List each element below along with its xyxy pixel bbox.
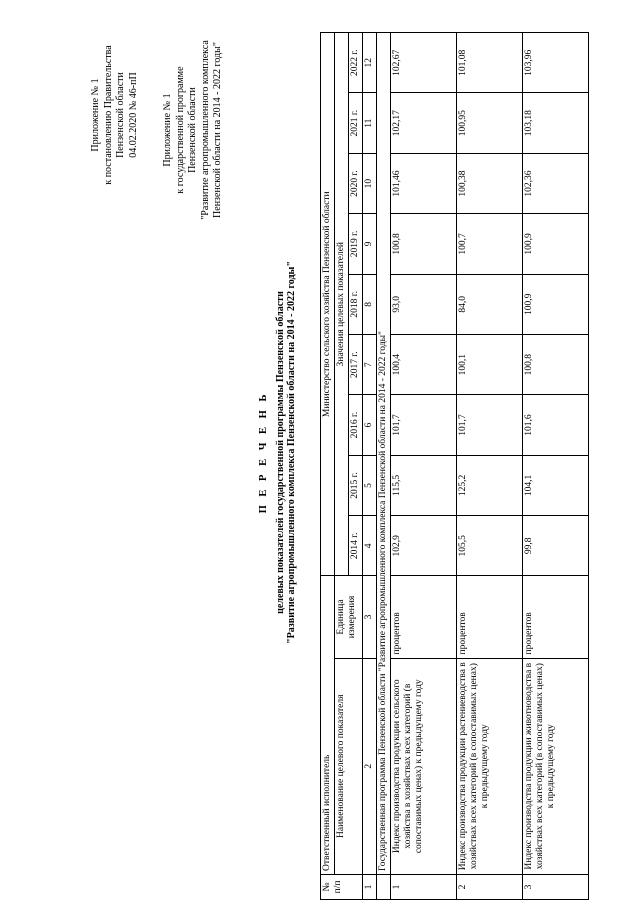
unit-cell: процентов bbox=[523, 576, 589, 658]
column-number: 6 bbox=[363, 395, 377, 455]
row-num: 2 bbox=[457, 874, 523, 899]
column-number: 9 bbox=[363, 214, 377, 274]
program-name: Государственная программа Пензенской области "Развитие агропромышленного комплекса Пензенской области на 2014 - 2022 годы" bbox=[377, 33, 391, 875]
header-indicator-name: Наименование целевого показателя bbox=[335, 658, 363, 874]
appendix-decree-line4: 04.02.2020 № 46-пП bbox=[127, 72, 139, 158]
value-cell: 100,38 bbox=[457, 153, 523, 213]
appendix-decree-line1: Приложение № 1 bbox=[90, 78, 101, 152]
value-cell: 100,9 bbox=[523, 274, 589, 334]
appendix-decree-line2: к постановлению Правительства bbox=[102, 45, 114, 185]
table-row bbox=[391, 33, 457, 900]
header-year: 2018 г. bbox=[349, 274, 363, 334]
value-cell: 103,96 bbox=[523, 33, 589, 94]
header-responsible-value: Министерство сельского хозяйства Пензенской области bbox=[321, 33, 335, 577]
row-num: 3 bbox=[523, 874, 589, 899]
appendix-program-line3: Пензенской области bbox=[187, 87, 198, 173]
value-cell: 100,9 bbox=[523, 214, 589, 274]
value-cell: 100,4 bbox=[391, 335, 457, 395]
indicator-name: Индекс производства продукции животноводства в хозяйствах всех категорий (в сопоставимых ценах) к предыдущему году bbox=[523, 658, 589, 874]
column-number-row bbox=[363, 33, 377, 900]
header-year: 2020 г. bbox=[349, 153, 363, 213]
unit-cell: процентов bbox=[457, 576, 523, 658]
header-year: 2021 г. bbox=[349, 93, 363, 153]
value-cell: 100,1 bbox=[457, 335, 523, 395]
value-cell: 101,6 bbox=[523, 395, 589, 455]
value-cell: 100,7 bbox=[457, 214, 523, 274]
header-year: 2016 г. bbox=[349, 395, 363, 455]
value-cell: 115,5 bbox=[391, 455, 457, 515]
header-values-label: Значения целевых показателей bbox=[335, 33, 349, 577]
value-cell: 101,7 bbox=[457, 395, 523, 455]
appendix-program-line1: Приложение № 1 bbox=[162, 93, 173, 167]
column-number: 12 bbox=[363, 33, 377, 94]
value-cell: 100,95 bbox=[457, 93, 523, 153]
header-row-names bbox=[335, 33, 349, 900]
value-cell: 100,8 bbox=[391, 214, 457, 274]
header-num: № п/п bbox=[321, 874, 363, 899]
header-year: 2017 г. bbox=[349, 335, 363, 395]
value-cell: 84,0 bbox=[457, 274, 523, 334]
value-cell: 102,17 bbox=[391, 93, 457, 153]
value-cell: 100,8 bbox=[523, 335, 589, 395]
program-row bbox=[377, 33, 391, 900]
row-num: 1 bbox=[391, 874, 457, 899]
table-row bbox=[457, 33, 523, 900]
column-number: 5 bbox=[363, 455, 377, 515]
heading-subtitle1: целевых показателей государственной программы Пензенской области bbox=[275, 291, 286, 614]
value-cell: 93,0 bbox=[391, 274, 457, 334]
appendix-program-line5: Пензенской области на 2014 - 2022 годы" bbox=[212, 42, 223, 218]
column-number: 4 bbox=[363, 516, 377, 576]
header-responsible-label: Ответственный исполнитель bbox=[321, 576, 335, 874]
column-number: 1 bbox=[363, 874, 377, 899]
program-row-empty bbox=[377, 874, 391, 899]
heading-title: П Е Р Е Ч Е Н Ь bbox=[258, 391, 269, 514]
value-cell: 99,8 bbox=[523, 516, 589, 576]
value-cell: 125,2 bbox=[457, 455, 523, 515]
appendix-program-block bbox=[162, 5, 225, 255]
table-row bbox=[523, 33, 589, 900]
header-unit: Единица измерения bbox=[335, 576, 363, 658]
value-cell: 105,5 bbox=[457, 516, 523, 576]
unit-cell: процентов bbox=[391, 576, 457, 658]
column-number: 7 bbox=[363, 335, 377, 395]
appendix-program-line4: "Развитие агропромышленного комплекса bbox=[199, 40, 211, 220]
appendix-program-line2: к государственной программе bbox=[174, 66, 186, 194]
header-row-responsible bbox=[321, 33, 335, 900]
header-year: 2022 г. bbox=[349, 33, 363, 94]
value-cell: 104,1 bbox=[523, 455, 589, 515]
value-cell: 103,18 bbox=[523, 93, 589, 153]
appendix-decree-line3: Пензенской области bbox=[115, 72, 126, 158]
column-number: 8 bbox=[363, 274, 377, 334]
header-year: 2015 г. bbox=[349, 455, 363, 515]
value-cell: 101,46 bbox=[391, 153, 457, 213]
column-number: 3 bbox=[363, 576, 377, 658]
value-cell: 102,67 bbox=[391, 33, 457, 94]
indicators-table bbox=[320, 32, 589, 900]
appendix-decree-block bbox=[90, 15, 140, 215]
value-cell: 102,9 bbox=[391, 516, 457, 576]
column-number: 10 bbox=[363, 153, 377, 213]
indicator-name: Индекс производства продукции растениеводства в хозяйствах всех категорий (в сопоставимых ценах) к предыдущему году bbox=[457, 658, 523, 874]
column-number: 2 bbox=[363, 658, 377, 874]
document-heading bbox=[258, 0, 297, 905]
header-year: 2014 г. bbox=[349, 516, 363, 576]
indicator-name: Индекс производства продукции сельского хозяйства в хозяйствах всех категорий (в сопоставимых ценах) к предыдущему году bbox=[391, 658, 457, 874]
value-cell: 101,7 bbox=[391, 395, 457, 455]
value-cell: 101,08 bbox=[457, 33, 523, 94]
column-number: 11 bbox=[363, 93, 377, 153]
value-cell: 102,36 bbox=[523, 153, 589, 213]
header-year: 2019 г. bbox=[349, 214, 363, 274]
heading-subtitle2: "Развитие агропромышленного комплекса Пензенской области на 2014 - 2022 годы" bbox=[286, 261, 297, 644]
